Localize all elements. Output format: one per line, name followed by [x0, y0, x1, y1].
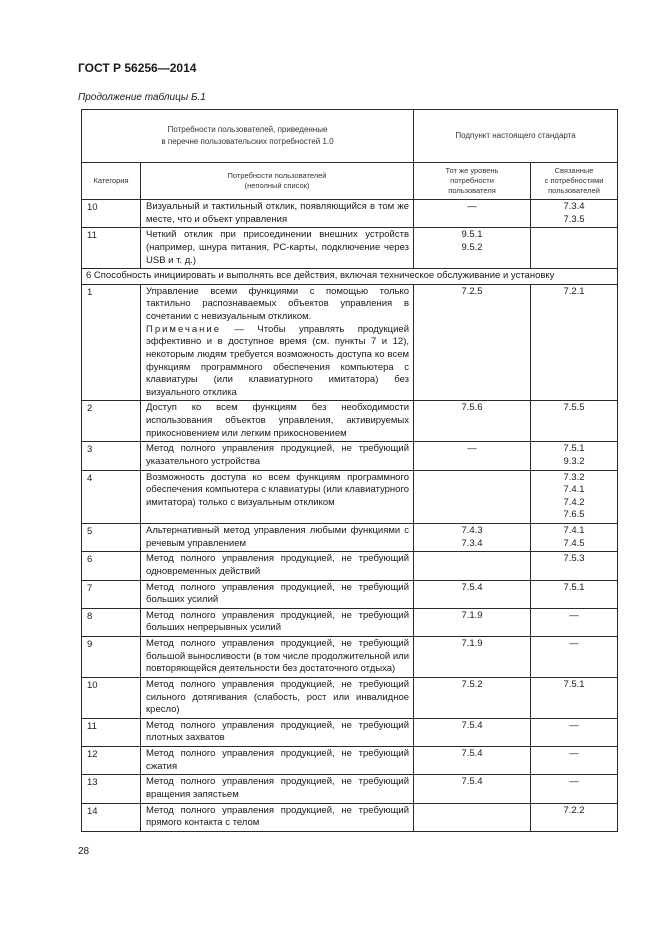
related-value: —: [569, 609, 579, 621]
table-row: [82, 401, 618, 442]
header-row-columns: [82, 163, 618, 200]
table-caption: Продолжение таблицы Б.1: [78, 92, 206, 103]
table-row: [82, 718, 618, 746]
subclause-cell: [414, 580, 531, 608]
related-value: 7.3.2: [563, 471, 585, 483]
header-same-level: Тот же уровень потребности пользователя: [414, 163, 531, 200]
related-cell: [531, 524, 618, 552]
category-cell: 9: [82, 637, 141, 678]
need-cell: Метод полного управления продукцией, не требующий вращения запястьем: [141, 775, 414, 803]
need-cell: Метод полного управления продукцией, не требующий сжатия: [141, 747, 414, 775]
category-cell: 4: [82, 470, 141, 524]
table-row: [82, 524, 618, 552]
related-value: 7.4.5: [563, 537, 585, 549]
subclause-value: 7.5.2: [461, 678, 483, 690]
need-cell: Метод полного управления продукцией, не требующий указательного устройства: [141, 442, 414, 470]
related-cell: [531, 228, 618, 269]
related-value: 9.3.2: [563, 455, 585, 467]
note-label: Примечание: [146, 323, 221, 335]
related-cell: 7.2.1: [531, 284, 618, 401]
header-related: Связанные с потребностями пользователей: [531, 163, 618, 200]
need-cell: Визуальный и тактильный отклик, появляющийся в том же месте, что и объект управления: [141, 200, 414, 228]
category-cell: 5: [82, 524, 141, 552]
need-cell: Метод полного управления продукцией, не требующий больших усилий: [141, 580, 414, 608]
category-cell: 11: [82, 228, 141, 269]
related-value: —: [569, 719, 579, 731]
table-row: [82, 228, 618, 269]
subclause-value: —: [467, 443, 477, 455]
table-body-part-a: [82, 200, 618, 269]
subclause-cell: [414, 401, 531, 442]
category-cell: 3: [82, 442, 141, 470]
note-text: — Чтобы управлять продукцией эффективно и в доступное время (см. пункты 7 и 12), некоторым людям требуется возможность доступа ко всем функциям программного обеспечения компьютера с клавиатуры (или клавиатурного имитатора) без визуального отклика: [146, 323, 410, 398]
subclause-cell: [414, 200, 531, 228]
subclause-value: 7.1.9: [461, 638, 483, 649]
related-value: 7.5.5: [563, 402, 585, 414]
related-cell: [531, 401, 618, 442]
related-cell: [531, 775, 618, 803]
need-cell: Метод полного управления продукцией, не требующий сильного дотягивания (слабость, рост или инвалидное кресло): [141, 677, 414, 718]
subclause-value: 7.5.4: [461, 748, 483, 759]
related-value: —: [569, 776, 579, 788]
table-row: [82, 200, 618, 228]
related-value: 7.4.1: [563, 525, 585, 536]
table-row: [82, 442, 618, 470]
subclause-value: 7.5.4: [461, 719, 483, 731]
related-value: 7.4.1: [563, 484, 585, 496]
subclause-value: 7.1.9: [461, 609, 483, 621]
requirements-table: [81, 109, 618, 832]
document-header: ГОСТ Р 56256—2014: [78, 61, 197, 75]
header-standard-subclause: Подпункт настоящего стандарта: [414, 110, 618, 163]
subclause-cell: [414, 718, 531, 746]
table-row: [82, 747, 618, 775]
header-need: Потребности пользователей (неполный список): [141, 163, 414, 200]
category-cell: 11: [82, 718, 141, 746]
related-value: 7.2.2: [563, 804, 585, 816]
subclause-cell: [414, 608, 531, 636]
category-cell: 6: [82, 552, 141, 580]
category-cell: 12: [82, 747, 141, 775]
related-value: 7.5.3: [563, 553, 585, 565]
category-cell: 8: [82, 608, 141, 636]
need-cell: Метод полного управления продукцией, не требующий больших непрерывных усилий: [141, 608, 414, 636]
subclause-cell: [414, 637, 531, 678]
related-cell: [531, 470, 618, 524]
need-cell: Управление всеми функциями с помощью только тактильно распознаваемых объектов управления в сочетании с невизуальным откликом. Примечание — Чтобы управлять продукцией эффективно и в доступное время (см. пункты 7 и 12), некоторым людям требуется возможность доступа ко всем функциям программного обеспечения компьютера с клавиатуры (или клавиатурного имитатора) без визуального отклика: [141, 284, 414, 401]
table-row: [82, 677, 618, 718]
subclause-value: 9.5.1: [461, 229, 483, 241]
subclause-value: 7.4.3: [461, 525, 483, 536]
table-row: [82, 470, 618, 524]
related-cell: [531, 637, 618, 678]
related-value: 7.5.1: [563, 678, 585, 690]
section-row: [82, 269, 618, 285]
header-row-group: [82, 110, 618, 163]
header-category: Категория: [82, 163, 141, 200]
subclause-cell: [414, 552, 531, 580]
table-row: [82, 608, 618, 636]
related-cell: [531, 580, 618, 608]
need-cell: Четкий отклик при присоединении внешних устройств (например, шнура питания, PC-карты, подключение через USB и т. д.): [141, 228, 414, 269]
table-row: [82, 580, 618, 608]
category-cell: 1: [82, 284, 141, 401]
related-cell: [531, 442, 618, 470]
need-cell: Метод полного управления продукцией, не требующий прямого контакта с телом: [141, 803, 414, 831]
table-row: [82, 775, 618, 803]
related-cell: [531, 718, 618, 746]
related-value: —: [569, 638, 579, 649]
note: [146, 324, 409, 400]
category-cell: 2: [82, 401, 141, 442]
category-cell: 7: [82, 580, 141, 608]
table-section: [82, 269, 618, 401]
category-cell: 10: [82, 677, 141, 718]
related-value: —: [569, 748, 579, 759]
need-cell: Метод полного управления продукцией, не требующий плотных захватов: [141, 718, 414, 746]
subclause-cell: 7.2.5: [414, 284, 531, 401]
need-cell: Альтернативный метод управления любыми функциями с речевым управлением: [141, 524, 414, 552]
subclause-cell: [414, 747, 531, 775]
table-row: [82, 552, 618, 580]
related-cell: [531, 803, 618, 831]
subclause-value: 9.5.2: [461, 241, 483, 253]
header-user-needs: Потребности пользователей, приведенные в перечне пользовательских потребностей 1.0: [82, 110, 414, 163]
category-cell: 13: [82, 775, 141, 803]
subclause-value: 7.5.4: [461, 581, 483, 593]
table-row: [82, 637, 618, 678]
subclause-cell: [414, 228, 531, 269]
table-row: [82, 803, 618, 831]
subclause-value: 7.5.4: [461, 776, 483, 788]
subclause-cell: [414, 775, 531, 803]
related-cell: [531, 552, 618, 580]
related-value: 7.3.4: [563, 201, 585, 212]
need-cell: Метод полного управления продукцией, не требующий одновременных действий: [141, 552, 414, 580]
table-body-part-b: [82, 401, 618, 831]
related-cell: [531, 608, 618, 636]
subclause-value: 7.3.4: [461, 537, 483, 549]
subclause-cell: [414, 470, 531, 524]
need-cell: Метод полного управления продукцией, не требующий большой выносливости (в том числе продолжительной или повторяющейся деятельности без достаточного отдыха): [141, 637, 414, 678]
page-number: 28: [78, 846, 90, 857]
need-cell: Доступ ко всем функциям без необходимости использования объектов управления, активируемых прикосновением или легким прикосновением: [141, 401, 414, 442]
table-row: [82, 284, 618, 401]
subclause-value: 7.5.6: [461, 402, 483, 414]
related-value: 7.5.1: [563, 581, 585, 593]
subclause-value: —: [467, 201, 477, 212]
subclause-cell: [414, 803, 531, 831]
subclause-cell: [414, 677, 531, 718]
category-cell: 10: [82, 200, 141, 228]
related-value: 7.4.2: [563, 496, 585, 508]
need-cell: Возможность доступа ко всем функциям программного обеспечения компьютера с клавиатуры (или клавиатурного имитатора) только с визуальным откликом: [141, 470, 414, 524]
related-cell: [531, 747, 618, 775]
subclause-cell: [414, 442, 531, 470]
related-value: 7.6.5: [563, 509, 585, 521]
section-title: 6 Способность инициировать и выполнять все действия, включая техническое обслуживание и установку: [82, 269, 618, 285]
related-value: 7.5.1: [563, 443, 585, 455]
related-cell: [531, 677, 618, 718]
category-cell: 14: [82, 803, 141, 831]
subclause-cell: [414, 524, 531, 552]
related-value: 7.3.5: [563, 213, 585, 225]
related-cell: [531, 200, 618, 228]
